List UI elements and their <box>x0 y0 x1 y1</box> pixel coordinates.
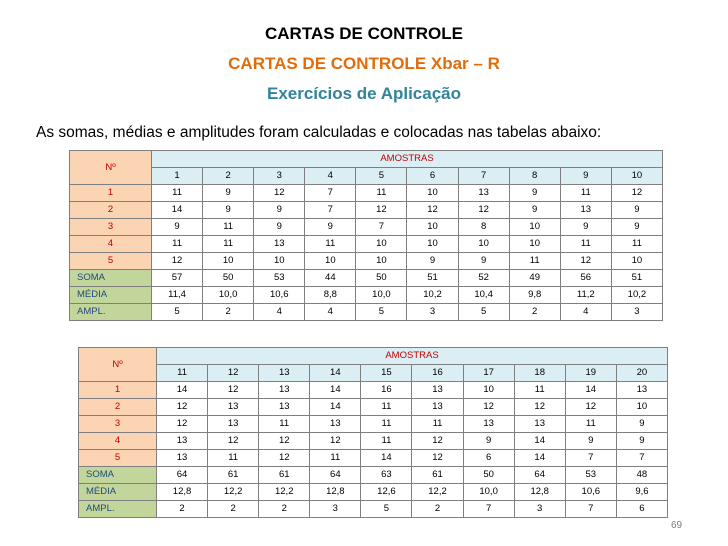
stat-value-cell: 2 <box>203 304 254 321</box>
sample-number-cell: 15 <box>361 365 412 382</box>
stat-value-cell: 2 <box>509 304 560 321</box>
stat-label: AMPL. <box>79 501 157 518</box>
stat-value-cell: 2 <box>157 501 208 518</box>
value-cell: 9 <box>509 185 560 202</box>
stat-value-cell: 63 <box>361 467 412 484</box>
observation-label: 2 <box>79 399 157 416</box>
value-cell: 11 <box>208 450 259 467</box>
value-cell: 11 <box>412 416 463 433</box>
observation-label: 3 <box>79 416 157 433</box>
value-cell: 11 <box>203 219 254 236</box>
value-cell: 13 <box>157 450 208 467</box>
value-cell: 12 <box>565 399 616 416</box>
sample-number-cell: 11 <box>157 365 208 382</box>
stat-value-cell: 61 <box>412 467 463 484</box>
value-cell: 14 <box>514 450 565 467</box>
sample-number-cell: 2 <box>203 168 254 185</box>
stat-value-cell: 44 <box>305 270 356 287</box>
value-cell: 9 <box>616 433 667 450</box>
stat-value-cell: 11,2 <box>560 287 611 304</box>
value-cell: 10 <box>509 236 560 253</box>
value-cell: 13 <box>514 416 565 433</box>
value-cell: 10 <box>611 253 662 270</box>
value-cell: 11 <box>152 185 203 202</box>
value-cell: 13 <box>157 433 208 450</box>
value-cell: 12 <box>458 202 509 219</box>
observation-row <box>79 416 668 433</box>
value-cell: 14 <box>152 202 203 219</box>
page-number: 69 <box>671 520 683 531</box>
value-cell: 7 <box>356 219 407 236</box>
stat-value-cell: 50 <box>356 270 407 287</box>
value-cell: 13 <box>208 416 259 433</box>
stat-value-cell: 50 <box>203 270 254 287</box>
value-cell: 11 <box>356 185 407 202</box>
value-cell: 12 <box>356 202 407 219</box>
stat-value-cell: 64 <box>157 467 208 484</box>
value-cell: 7 <box>565 450 616 467</box>
value-cell: 11 <box>611 236 662 253</box>
stat-label: MÉDIA <box>70 287 152 304</box>
value-cell: 11 <box>203 236 254 253</box>
sample-number-cell: 9 <box>560 168 611 185</box>
title-line-1: CARTAS DE CONTROLE <box>264 24 463 43</box>
value-cell: 13 <box>458 185 509 202</box>
value-cell: 12 <box>514 399 565 416</box>
sample-number-cell: 19 <box>565 365 616 382</box>
stat-value-cell: 4 <box>254 304 305 321</box>
value-cell: 10 <box>203 253 254 270</box>
value-cell: 10 <box>407 236 458 253</box>
stat-value-cell: 12,6 <box>361 484 412 501</box>
value-cell: 9 <box>509 202 560 219</box>
value-cell: 14 <box>310 382 361 399</box>
observation-row <box>79 450 668 467</box>
sample-number-cell: 12 <box>208 365 259 382</box>
stat-value-cell: 10,0 <box>463 484 514 501</box>
value-cell: 9 <box>203 185 254 202</box>
value-cell: 10 <box>356 236 407 253</box>
sample-number-cell: 18 <box>514 365 565 382</box>
value-cell: 13 <box>463 416 514 433</box>
stat-value-cell: 4 <box>560 304 611 321</box>
value-cell: 10 <box>463 382 514 399</box>
sample-number-cell: 20 <box>616 365 667 382</box>
value-cell: 14 <box>310 399 361 416</box>
stat-value-cell: 12,2 <box>259 484 310 501</box>
observation-row <box>70 253 663 270</box>
observation-label: 1 <box>79 382 157 399</box>
value-cell: 10 <box>458 236 509 253</box>
stat-value-cell: 12,8 <box>310 484 361 501</box>
stat-value-cell: 4 <box>305 304 356 321</box>
observation-row <box>70 202 663 219</box>
stat-value-cell: 53 <box>254 270 305 287</box>
value-cell: 11 <box>361 399 412 416</box>
sample-number-cell: 5 <box>356 168 407 185</box>
observation-label: 3 <box>70 219 152 236</box>
stat-value-cell: 12,8 <box>157 484 208 501</box>
value-cell: 11 <box>361 416 412 433</box>
observation-row <box>70 185 663 202</box>
stat-label: SOMA <box>70 270 152 287</box>
value-cell: 10 <box>616 399 667 416</box>
value-cell: 9 <box>616 416 667 433</box>
stat-value-cell: 5 <box>458 304 509 321</box>
value-cell: 10 <box>305 253 356 270</box>
stat-value-cell: 53 <box>565 467 616 484</box>
value-cell: 9 <box>305 219 356 236</box>
value-cell: 12 <box>152 253 203 270</box>
value-cell: 7 <box>305 202 356 219</box>
value-cell: 9 <box>407 253 458 270</box>
value-cell: 13 <box>560 202 611 219</box>
sample-number-cell: 1 <box>152 168 203 185</box>
value-cell: 13 <box>254 236 305 253</box>
stat-value-cell: 9,8 <box>509 287 560 304</box>
value-cell: 13 <box>208 399 259 416</box>
value-cell: 14 <box>565 382 616 399</box>
value-cell: 12 <box>412 450 463 467</box>
stat-row <box>79 501 668 518</box>
sample-number-cell: 4 <box>305 168 356 185</box>
value-cell: 9 <box>565 433 616 450</box>
value-cell: 12 <box>611 185 662 202</box>
observation-row <box>79 382 668 399</box>
observation-label: 5 <box>70 253 152 270</box>
observation-label: 4 <box>79 433 157 450</box>
observation-row <box>70 219 663 236</box>
sample-number-cell: 14 <box>310 365 361 382</box>
stat-row <box>70 287 663 304</box>
observation-row <box>79 433 668 450</box>
sample-number-cell: 10 <box>611 168 662 185</box>
stat-value-cell: 49 <box>509 270 560 287</box>
value-cell: 9 <box>203 202 254 219</box>
value-cell: 9 <box>254 219 305 236</box>
stat-value-cell: 10,2 <box>407 287 458 304</box>
value-cell: 12 <box>259 433 310 450</box>
stat-value-cell: 12,2 <box>412 484 463 501</box>
value-cell: 12 <box>560 253 611 270</box>
value-cell: 13 <box>310 416 361 433</box>
sample-number-cell: 17 <box>463 365 514 382</box>
stat-value-cell: 7 <box>565 501 616 518</box>
value-cell: 13 <box>259 399 310 416</box>
stat-label: AMPL. <box>70 304 152 321</box>
value-cell: 12 <box>407 202 458 219</box>
sample-number-row <box>79 365 668 382</box>
stat-label: MÉDIA <box>79 484 157 501</box>
value-cell: 10 <box>356 253 407 270</box>
value-cell: 12 <box>208 382 259 399</box>
value-cell: 11 <box>560 236 611 253</box>
stat-value-cell: 12,2 <box>208 484 259 501</box>
stat-value-cell: 3 <box>310 501 361 518</box>
stat-value-cell: 10,4 <box>458 287 509 304</box>
samples-header: AMOSTRAS <box>157 348 668 365</box>
stat-value-cell: 10,6 <box>565 484 616 501</box>
header-row <box>79 348 668 365</box>
stat-value-cell: 50 <box>463 467 514 484</box>
value-cell: 6 <box>463 450 514 467</box>
title-line-2: CARTAS DE CONTROLE Xbar – R <box>228 54 500 73</box>
stat-value-cell: 64 <box>310 467 361 484</box>
value-cell: 11 <box>560 185 611 202</box>
value-cell: 9 <box>152 219 203 236</box>
value-cell: 10 <box>407 185 458 202</box>
stat-value-cell: 6 <box>616 501 667 518</box>
value-cell: 13 <box>412 382 463 399</box>
observation-label: 4 <box>70 236 152 253</box>
value-cell: 10 <box>254 253 305 270</box>
stat-value-cell: 61 <box>208 467 259 484</box>
stat-value-cell: 10,0 <box>203 287 254 304</box>
corner-cell: Nº <box>79 348 157 382</box>
stat-value-cell: 51 <box>611 270 662 287</box>
stat-value-cell: 10,2 <box>611 287 662 304</box>
stat-value-cell: 51 <box>407 270 458 287</box>
stat-value-cell: 10,0 <box>356 287 407 304</box>
value-cell: 11 <box>310 450 361 467</box>
value-cell: 12 <box>412 433 463 450</box>
value-cell: 11 <box>305 236 356 253</box>
stat-label: SOMA <box>79 467 157 484</box>
value-cell: 11 <box>259 416 310 433</box>
value-cell: 13 <box>259 382 310 399</box>
stat-value-cell: 8,8 <box>305 287 356 304</box>
value-cell: 12 <box>157 399 208 416</box>
value-cell: 12 <box>259 450 310 467</box>
value-cell: 11 <box>361 433 412 450</box>
stat-value-cell: 7 <box>463 501 514 518</box>
sample-number-cell: 13 <box>259 365 310 382</box>
samples-header: AMOSTRAS <box>152 151 663 168</box>
value-cell: 9 <box>611 219 662 236</box>
value-cell: 10 <box>509 219 560 236</box>
stat-value-cell: 64 <box>514 467 565 484</box>
stat-value-cell: 3 <box>407 304 458 321</box>
sample-number-cell: 6 <box>407 168 458 185</box>
value-cell: 9 <box>463 433 514 450</box>
stat-value-cell: 48 <box>616 467 667 484</box>
stat-value-cell: 12,8 <box>514 484 565 501</box>
control-table-1 <box>69 150 663 321</box>
value-cell: 13 <box>412 399 463 416</box>
stat-value-cell: 5 <box>361 501 412 518</box>
value-cell: 9 <box>458 253 509 270</box>
value-cell: 10 <box>407 219 458 236</box>
title-line-3: Exercícios de Aplicação <box>266 84 462 103</box>
stat-value-cell: 57 <box>152 270 203 287</box>
stat-value-cell: 2 <box>259 501 310 518</box>
value-cell: 12 <box>463 399 514 416</box>
control-table-2 <box>78 347 668 518</box>
value-cell: 13 <box>616 382 667 399</box>
value-cell: 12 <box>157 416 208 433</box>
sample-number-row <box>70 168 663 185</box>
value-cell: 11 <box>152 236 203 253</box>
value-cell: 11 <box>509 253 560 270</box>
stat-value-cell: 2 <box>412 501 463 518</box>
value-cell: 12 <box>208 433 259 450</box>
value-cell: 9 <box>560 219 611 236</box>
stat-value-cell: 56 <box>560 270 611 287</box>
sample-number-cell: 3 <box>254 168 305 185</box>
value-cell: 14 <box>514 433 565 450</box>
observation-row <box>79 399 668 416</box>
value-cell: 12 <box>310 433 361 450</box>
stat-value-cell: 2 <box>208 501 259 518</box>
observation-label: 2 <box>70 202 152 219</box>
value-cell: 14 <box>157 382 208 399</box>
stat-value-cell: 52 <box>458 270 509 287</box>
value-cell: 11 <box>565 416 616 433</box>
value-cell: 7 <box>305 185 356 202</box>
stat-value-cell: 11,4 <box>152 287 203 304</box>
stat-value-cell: 5 <box>356 304 407 321</box>
stat-row <box>70 304 663 321</box>
value-cell: 8 <box>458 219 509 236</box>
stat-value-cell: 61 <box>259 467 310 484</box>
sample-number-cell: 16 <box>412 365 463 382</box>
observation-label: 5 <box>79 450 157 467</box>
value-cell: 11 <box>514 382 565 399</box>
sample-number-cell: 7 <box>458 168 509 185</box>
value-cell: 9 <box>611 202 662 219</box>
stat-value-cell: 9,6 <box>616 484 667 501</box>
stat-row <box>70 270 663 287</box>
observation-row <box>70 236 663 253</box>
value-cell: 14 <box>361 450 412 467</box>
stat-row <box>79 467 668 484</box>
header-row <box>70 151 663 168</box>
stat-value-cell: 5 <box>152 304 203 321</box>
value-cell: 7 <box>616 450 667 467</box>
stat-value-cell: 3 <box>514 501 565 518</box>
stat-row <box>79 484 668 501</box>
stat-value-cell: 10,6 <box>254 287 305 304</box>
value-cell: 16 <box>361 382 412 399</box>
observation-label: 1 <box>70 185 152 202</box>
stat-value-cell: 3 <box>611 304 662 321</box>
value-cell: 9 <box>254 202 305 219</box>
corner-cell: Nº <box>70 151 152 185</box>
sample-number-cell: 8 <box>509 168 560 185</box>
intro-text: As somas, médias e amplitudes foram calculadas e colocadas nas tabelas abaixo: <box>36 124 602 141</box>
value-cell: 12 <box>254 185 305 202</box>
